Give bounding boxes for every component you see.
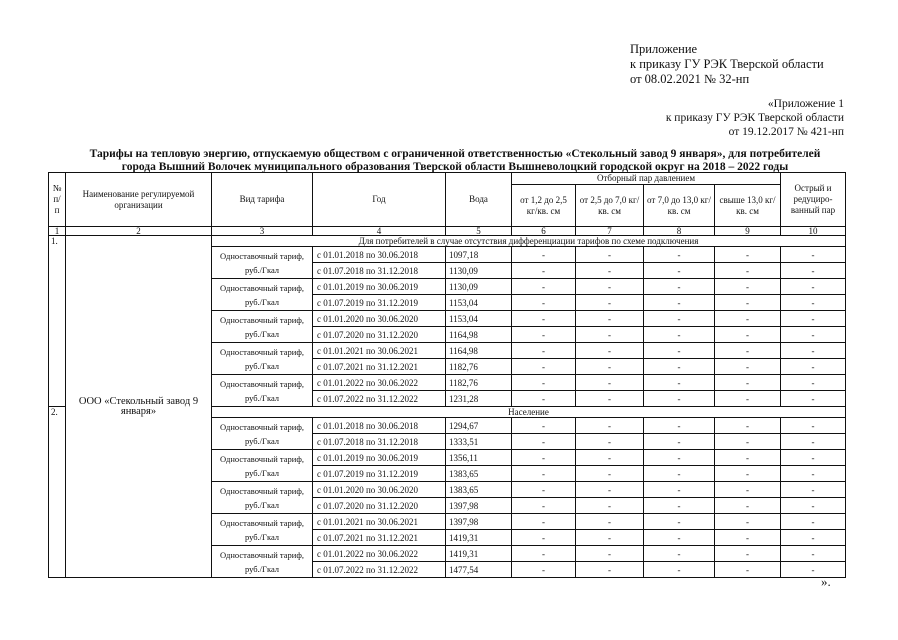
- tariff-type-cell: Одноставочный тариф, руб./Гкал: [212, 546, 313, 578]
- dash-cell: -: [781, 375, 846, 391]
- period-cell: с 01.07.2021 по 31.12.2021: [313, 359, 446, 375]
- period-cell: с 01.07.2020 по 31.12.2020: [313, 327, 446, 343]
- dash-cell: -: [576, 279, 644, 295]
- tariff-type-cell: Одноставочный тариф, руб./Гкал: [212, 279, 313, 311]
- period-cell: с 01.01.2018 по 30.06.2018: [313, 418, 446, 434]
- period-cell: с 01.07.2020 по 31.12.2020: [313, 498, 446, 514]
- dash-cell: -: [576, 466, 644, 482]
- dash-cell: -: [644, 434, 715, 450]
- dash-cell: -: [576, 418, 644, 434]
- period-cell: с 01.01.2019 по 30.06.2019: [313, 450, 446, 466]
- dash-cell: -: [715, 279, 781, 295]
- header-tariff-type: Вид тарифа: [212, 173, 313, 227]
- dash-cell: -: [512, 498, 576, 514]
- dash-cell: -: [781, 498, 846, 514]
- dash-cell: -: [644, 450, 715, 466]
- water-value-cell: 1397,98: [446, 498, 512, 514]
- dash-cell: -: [576, 546, 644, 562]
- column-number: 2: [66, 227, 212, 236]
- group-number: 2.: [49, 407, 66, 578]
- original-header-line: «Приложение 1: [767, 98, 844, 110]
- header-num: № п/п: [49, 173, 66, 227]
- dash-cell: -: [715, 562, 781, 578]
- dash-cell: -: [512, 562, 576, 578]
- column-number: 5: [446, 227, 512, 236]
- dash-cell: -: [512, 247, 576, 263]
- period-cell: с 01.01.2022 по 30.06.2022: [313, 375, 446, 391]
- dash-cell: -: [715, 295, 781, 311]
- dash-cell: -: [512, 343, 576, 359]
- dash-cell: -: [781, 546, 846, 562]
- period-cell: с 01.07.2019 по 31.12.2019: [313, 466, 446, 482]
- dash-cell: -: [644, 359, 715, 375]
- dash-cell: -: [512, 391, 576, 407]
- header-steam-4: свыше 13,0 кг/кв. см: [715, 185, 781, 227]
- dash-cell: -: [715, 418, 781, 434]
- dash-cell: -: [715, 482, 781, 498]
- group-label: Для потребителей в случае отсутствия дифференциации тарифов по схеме подключения: [212, 236, 846, 247]
- dash-cell: -: [576, 295, 644, 311]
- dash-cell: -: [644, 375, 715, 391]
- column-number: 8: [644, 227, 715, 236]
- dash-cell: -: [576, 375, 644, 391]
- organization-name: ООО «Стекольный завод 9 января»: [66, 236, 212, 578]
- dash-cell: -: [781, 311, 846, 327]
- tariff-type-cell: Одноставочный тариф, руб./Гкал: [212, 514, 313, 546]
- dash-cell: -: [576, 391, 644, 407]
- appendix-header-line: к приказу ГУ РЭК Тверской области: [630, 57, 824, 71]
- water-value-cell: 1383,65: [446, 482, 512, 498]
- dash-cell: -: [781, 450, 846, 466]
- tariff-type-cell: Одноставочный тариф, руб./Гкал: [212, 418, 313, 450]
- header-steam-1: от 1,2 до 2,5 кг/кв. см: [512, 185, 576, 227]
- dash-cell: -: [781, 434, 846, 450]
- period-cell: с 01.07.2022 по 31.12.2022: [313, 562, 446, 578]
- dash-cell: -: [576, 514, 644, 530]
- dash-cell: -: [781, 482, 846, 498]
- header-water: Вода: [446, 173, 512, 227]
- dash-cell: -: [781, 530, 846, 546]
- dash-cell: -: [715, 530, 781, 546]
- water-value-cell: 1182,76: [446, 359, 512, 375]
- dash-cell: -: [715, 434, 781, 450]
- dash-cell: -: [512, 327, 576, 343]
- header-steam-group: Отборный пар давлением: [512, 173, 781, 185]
- dash-cell: -: [644, 498, 715, 514]
- dash-cell: -: [715, 263, 781, 279]
- period-cell: с 01.01.2021 по 30.06.2021: [313, 514, 446, 530]
- column-number: 10: [781, 227, 846, 236]
- water-value-cell: 1333,51: [446, 434, 512, 450]
- dash-cell: -: [715, 343, 781, 359]
- dash-cell: -: [576, 450, 644, 466]
- water-value-cell: 1419,31: [446, 530, 512, 546]
- dash-cell: -: [715, 514, 781, 530]
- dash-cell: -: [644, 279, 715, 295]
- tariff-table-body: [49, 236, 846, 578]
- tariff-table: [48, 172, 846, 578]
- tariff-type-cell: Одноставочный тариф, руб./Гкал: [212, 247, 313, 279]
- group-row: [49, 236, 846, 247]
- dash-cell: -: [644, 247, 715, 263]
- header-organization: Наименование регулируемой организации: [66, 173, 212, 227]
- period-cell: с 01.01.2020 по 30.06.2020: [313, 482, 446, 498]
- water-value-cell: 1130,09: [446, 263, 512, 279]
- dash-cell: -: [512, 434, 576, 450]
- period-cell: с 01.01.2018 по 30.06.2018: [313, 247, 446, 263]
- period-cell: с 01.01.2019 по 30.06.2019: [313, 279, 446, 295]
- water-value-cell: 1477,54: [446, 562, 512, 578]
- dash-cell: -: [512, 295, 576, 311]
- dash-cell: -: [781, 359, 846, 375]
- dash-cell: -: [512, 375, 576, 391]
- dash-cell: -: [512, 514, 576, 530]
- water-value-cell: 1153,04: [446, 295, 512, 311]
- dash-cell: -: [644, 514, 715, 530]
- dash-cell: -: [644, 327, 715, 343]
- dash-cell: -: [576, 311, 644, 327]
- original-header-line: от 19.12.2017 № 421-нп: [728, 126, 844, 138]
- header-steam-2: от 2,5 до 7,0 кг/кв. см: [576, 185, 644, 227]
- column-number: 9: [715, 227, 781, 236]
- dash-cell: -: [715, 311, 781, 327]
- dash-cell: -: [576, 343, 644, 359]
- water-value-cell: 1356,11: [446, 450, 512, 466]
- tariff-type-cell: Одноставочный тариф, руб./Гкал: [212, 343, 313, 375]
- dash-cell: -: [576, 247, 644, 263]
- dash-cell: -: [644, 295, 715, 311]
- dash-cell: -: [644, 546, 715, 562]
- dash-cell: -: [644, 263, 715, 279]
- dash-cell: -: [512, 263, 576, 279]
- title-line: Тарифы на тепловую энергию, отпускаемую обществом с ограниченной ответственностью «Стекольный завод 9 января», для потребителей: [89, 148, 821, 160]
- period-cell: с 01.01.2022 по 30.06.2022: [313, 546, 446, 562]
- dash-cell: -: [715, 327, 781, 343]
- dash-cell: -: [644, 482, 715, 498]
- dash-cell: -: [781, 562, 846, 578]
- water-value-cell: 1097,18: [446, 247, 512, 263]
- tariff-type-cell: Одноставочный тариф, руб./Гкал: [212, 311, 313, 343]
- dash-cell: -: [781, 327, 846, 343]
- dash-cell: -: [512, 450, 576, 466]
- appendix-header: [630, 42, 824, 87]
- dash-cell: -: [644, 343, 715, 359]
- dash-cell: -: [715, 450, 781, 466]
- original-header-line: к приказу ГУ РЭК Тверской области: [665, 112, 844, 124]
- dash-cell: -: [576, 562, 644, 578]
- dash-cell: -: [576, 359, 644, 375]
- dash-cell: -: [781, 514, 846, 530]
- dash-cell: -: [715, 466, 781, 482]
- dash-cell: -: [512, 311, 576, 327]
- dash-cell: -: [715, 391, 781, 407]
- dash-cell: -: [512, 546, 576, 562]
- dash-cell: -: [512, 466, 576, 482]
- period-cell: с 01.07.2019 по 31.12.2019: [313, 295, 446, 311]
- dash-cell: -: [781, 418, 846, 434]
- column-number: 3: [212, 227, 313, 236]
- dash-cell: -: [512, 359, 576, 375]
- water-value-cell: 1130,09: [446, 279, 512, 295]
- period-cell: с 01.07.2022 по 31.12.2022: [313, 391, 446, 407]
- dash-cell: -: [576, 530, 644, 546]
- original-appendix-header: [666, 97, 844, 139]
- period-cell: с 01.07.2018 по 31.12.2018: [313, 263, 446, 279]
- dash-cell: -: [644, 562, 715, 578]
- dash-cell: -: [781, 343, 846, 359]
- water-value-cell: 1419,31: [446, 546, 512, 562]
- dash-cell: -: [512, 418, 576, 434]
- dash-cell: -: [715, 498, 781, 514]
- dash-cell: -: [644, 530, 715, 546]
- closing-quote-mark: ».: [821, 574, 831, 589]
- period-cell: с 01.07.2021 по 31.12.2021: [313, 530, 446, 546]
- period-cell: с 01.01.2021 по 30.06.2021: [313, 343, 446, 359]
- dash-cell: -: [576, 263, 644, 279]
- dash-cell: -: [781, 391, 846, 407]
- water-value-cell: 1397,98: [446, 514, 512, 530]
- column-number: 1: [49, 227, 66, 236]
- dash-cell: -: [512, 279, 576, 295]
- document-title: [60, 148, 850, 174]
- dash-cell: -: [781, 466, 846, 482]
- column-number: 4: [313, 227, 446, 236]
- water-value-cell: 1164,98: [446, 343, 512, 359]
- dash-cell: -: [576, 434, 644, 450]
- dash-cell: -: [644, 311, 715, 327]
- title-line: города Вышний Волочек муниципального образования Тверской области Вышневолоцкий городской округ на 2018 – 2022 годы: [121, 161, 789, 173]
- appendix-header-line: Приложение: [630, 42, 698, 56]
- water-value-cell: 1383,65: [446, 466, 512, 482]
- dash-cell: -: [781, 247, 846, 263]
- tariff-type-cell: Одноставочный тариф, руб./Гкал: [212, 450, 313, 482]
- dash-cell: -: [781, 263, 846, 279]
- dash-cell: -: [715, 359, 781, 375]
- dash-cell: -: [781, 295, 846, 311]
- tariff-type-cell: Одноставочный тариф, руб./Гкал: [212, 375, 313, 407]
- dash-cell: -: [644, 418, 715, 434]
- dash-cell: -: [576, 498, 644, 514]
- dash-cell: -: [715, 375, 781, 391]
- column-number: 6: [512, 227, 576, 236]
- water-value-cell: 1164,98: [446, 327, 512, 343]
- water-value-cell: 1153,04: [446, 311, 512, 327]
- dash-cell: -: [715, 247, 781, 263]
- header-sharp-steam: Острый и редуциро-ванный пар: [781, 173, 846, 227]
- dash-cell: -: [781, 279, 846, 295]
- dash-cell: -: [576, 482, 644, 498]
- period-cell: с 01.07.2018 по 31.12.2018: [313, 434, 446, 450]
- tariff-type-cell: Одноставочный тариф, руб./Гкал: [212, 482, 313, 514]
- water-value-cell: 1182,76: [446, 375, 512, 391]
- dash-cell: -: [715, 546, 781, 562]
- group-label: Население: [212, 407, 846, 418]
- dash-cell: -: [512, 530, 576, 546]
- appendix-header-line: от 08.02.2021 № 32-нп: [630, 72, 750, 86]
- dash-cell: -: [644, 391, 715, 407]
- dash-cell: -: [576, 327, 644, 343]
- water-value-cell: 1231,28: [446, 391, 512, 407]
- dash-cell: -: [644, 466, 715, 482]
- header-steam-3: от 7,0 до 13,0 кг/кв. см: [644, 185, 715, 227]
- header-year: Год: [313, 173, 446, 227]
- period-cell: с 01.01.2020 по 30.06.2020: [313, 311, 446, 327]
- group-number: 1.: [49, 236, 66, 407]
- column-number: 7: [576, 227, 644, 236]
- dash-cell: -: [512, 482, 576, 498]
- water-value-cell: 1294,67: [446, 418, 512, 434]
